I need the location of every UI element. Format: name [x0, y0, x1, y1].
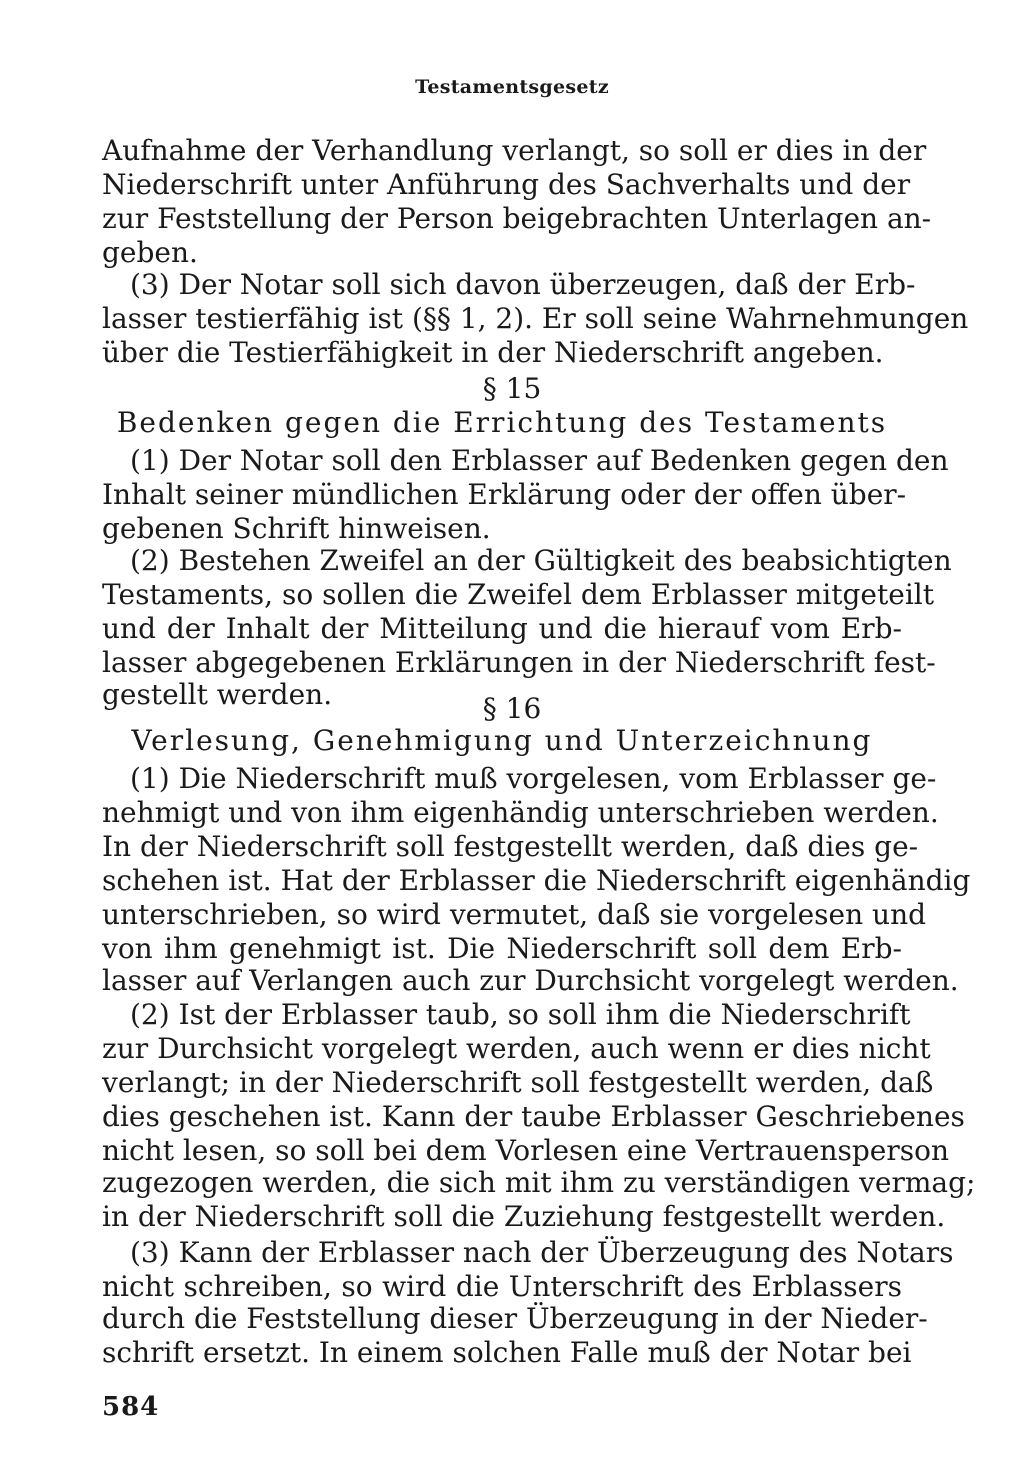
text-line: zur Feststellung der Person beigebrachten Unterlagen an- [102, 202, 932, 235]
text-line: Niederschrift unter Anführung des Sachverhalts und der [102, 168, 911, 201]
text-line: schehen ist. Hat der Erblasser die Niederschrift eigenhändig [102, 864, 971, 897]
text-line: (3) Der Notar soll sich davon überzeugen, daß der Erb- [130, 268, 916, 301]
text-line: durch die Feststellung dieser Überzeugung in der Nieder- [102, 1302, 928, 1335]
text-line: nicht schreiben, so wird die Unterschrift des Erblassers [102, 1270, 902, 1303]
section-title: Verlesung, Genehmigung und Unterzeichnung [131, 724, 873, 757]
text-line: (1) Die Niederschrift muß vorgelesen, vom Erblasser ge- [130, 762, 937, 795]
text-line: Testaments, so sollen die Zweifel dem Erblasser mitgeteilt [102, 578, 934, 611]
text-line: nehmigt und von ihm eigenhändig unterschrieben werden. [102, 796, 939, 829]
text-line: von ihm genehmigt ist. Die Niederschrift soll dem Erb- [102, 932, 902, 965]
text-line: zugezogen werden, die sich mit ihm zu verständigen vermag; [102, 1166, 976, 1199]
text-line: und der Inhalt der Mitteilung und die hierauf vom Erb- [102, 612, 902, 645]
text-line: lasser testierfähig ist (§§ 1, 2). Er soll seine Wahrnehmungen [102, 302, 969, 335]
text-line: (2) Ist der Erblasser taub, so soll ihm die Niederschrift [130, 998, 911, 1031]
text-line: zur Durchsicht vorgelegt werden, auch wenn er dies nicht [102, 1032, 931, 1065]
text-line: Inhalt seiner mündlichen Erklärung oder der offen über- [102, 478, 907, 511]
text-line: Aufnahme der Verhandlung verlangt, so soll er dies in der [102, 134, 927, 167]
text-line: in der Niederschrift soll die Zuziehung festgestellt werden. [102, 1200, 946, 1233]
text-line: gestellt werden. [102, 678, 333, 711]
section-number: § 16 [482, 692, 542, 725]
text-line: verlangt; in der Niederschrift soll festgestellt werden, daß [102, 1066, 934, 1099]
text-line: lasser abgegebenen Erklärungen in der Niederschrift fest- [102, 646, 936, 679]
text-line: dies geschehen ist. Kann der taube Erblasser Geschriebenes [102, 1100, 965, 1133]
page-number: 584 [102, 1392, 160, 1422]
text-line: (1) Der Notar soll den Erblasser auf Bedenken gegen den [130, 444, 949, 477]
section-title: Bedenken gegen die Errichtung des Testaments [116, 406, 888, 439]
text-line: schrift ersetzt. In einem solchen Falle muß der Notar bei [102, 1336, 912, 1369]
section-number: § 15 [482, 372, 542, 405]
text-line: über die Testierfähigkeit in der Niederschrift angeben. [102, 336, 884, 369]
text-line: lasser auf Verlangen auch zur Durchsicht vorgelegt werden. [102, 964, 959, 997]
text-line: unterschrieben, so wird vermutet, daß sie vorgelesen und [102, 898, 927, 931]
text-line: nicht lesen, so soll bei dem Vorlesen eine Vertrauensperson [102, 1134, 950, 1167]
text-line: gebenen Schrift hinweisen. [102, 512, 491, 545]
text-line: geben. [102, 236, 198, 269]
running-head: Testamentsgesetz [415, 76, 609, 98]
text-line: (3) Kann der Erblasser nach der Überzeugung des Notars [130, 1236, 954, 1269]
text-line: In der Niederschrift soll festgestellt werden, daß dies ge- [102, 830, 919, 863]
text-line: (2) Bestehen Zweifel an der Gültigkeit des beabsichtigten [130, 544, 952, 577]
